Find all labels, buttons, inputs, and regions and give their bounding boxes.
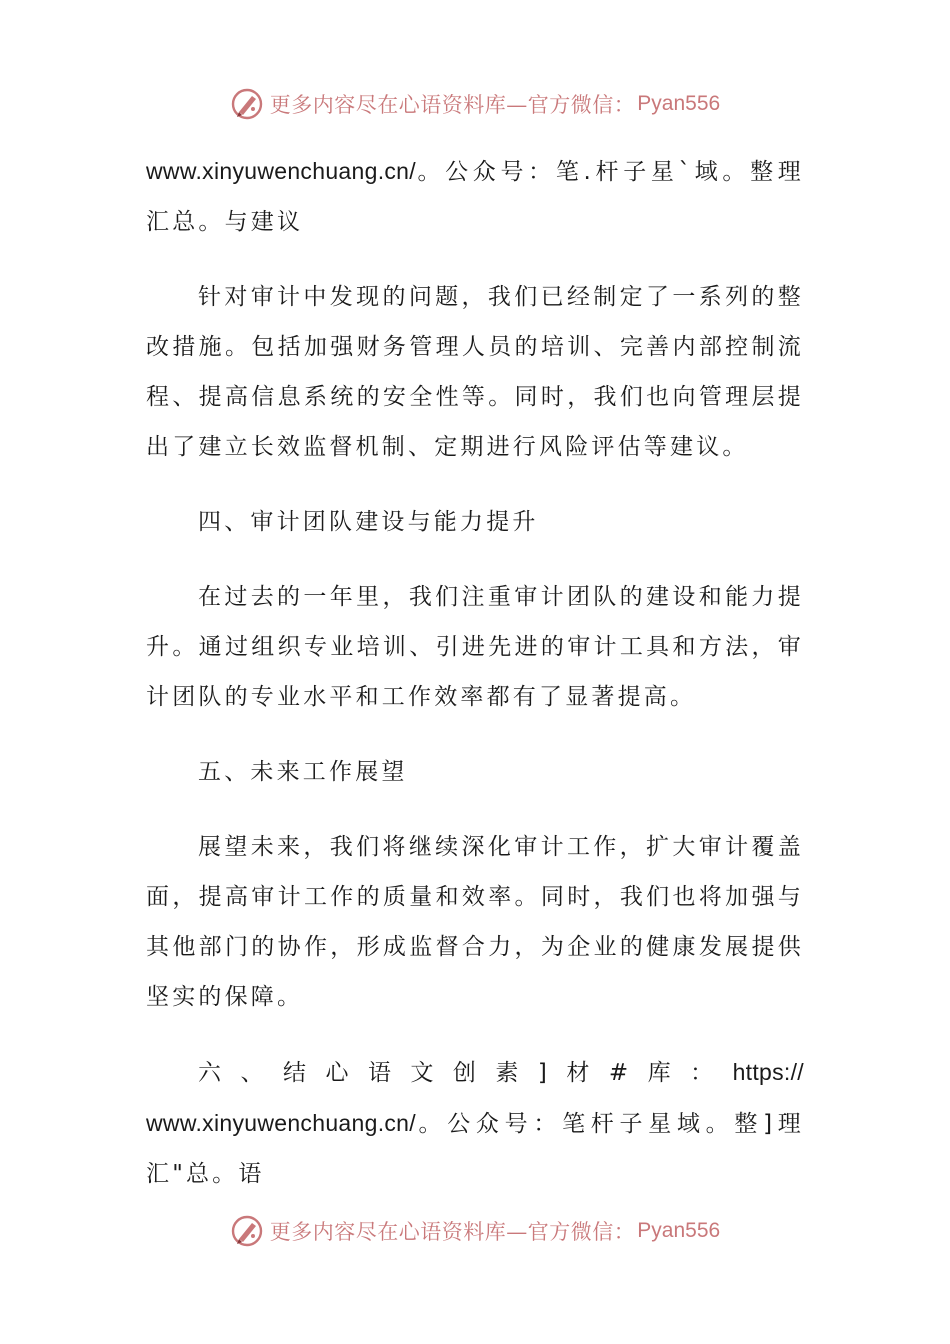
paragraph-section-6-line1 [146,1047,804,1098]
document-body [146,146,804,1224]
pen-logo-icon [230,87,264,121]
pen-logo-icon [230,1214,264,1248]
website-url: www.xinyuwenchuang.cn/ [146,1110,416,1136]
website-url-prefix: https:// [732,1059,804,1085]
paragraph-outlook: 展望未来，我们将继续深化审计工作，扩大审计覆盖面，提高审计工作的质量和效率。同时，我们也将加强与其他部门的协作，形成监督合力，为企业的健康发展提供坚实的保障。 [146,834,804,1010]
paragraph-team-building: 在过去的一年里，我们注重审计团队的建设和能力提升。通过组织专业培训、引进先进的审计工具和方法，审计团队的专业水平和工作效率都有了显著提高。 [146,584,804,710]
paragraph-text: 。公众号：笔杆子星域。整]理汇"总。语 [146,1111,804,1187]
paragraph-continuation [146,146,804,247]
wechat-id: Pyan556 [637,1219,721,1242]
wechat-id: Pyan556 [637,92,721,115]
banner-text: 更多内容尽在心语资料库—官方微信： [269,93,636,117]
section-heading-4: 四、审计团队建设与能力提升 [198,509,539,535]
paragraph-section-6-rest [146,1098,804,1199]
paragraph-text: 。公众号：笔.杆子星`域。整理汇总。与建议 [146,159,804,235]
section-heading-5: 五、未来工作展望 [198,759,408,785]
website-url: www.xinyuwenchuang.cn/ [146,158,416,184]
section-6-text: 六、结心语文创素]材#库： [198,1060,733,1086]
banner-text: 更多内容尽在心语资料库—官方微信： [269,1220,636,1244]
header-watermark-banner [0,84,950,124]
paragraph-rectification: 针对审计中发现的问题，我们已经制定了一系列的整改措施。包括加强财务管理人员的培训、完善内部控制流程、提高信息系统的安全性等。同时，我们也向管理层提出了建立长效监督机制、定期进行风险评估等建议。 [146,284,804,460]
footer-watermark-banner [0,1211,950,1251]
